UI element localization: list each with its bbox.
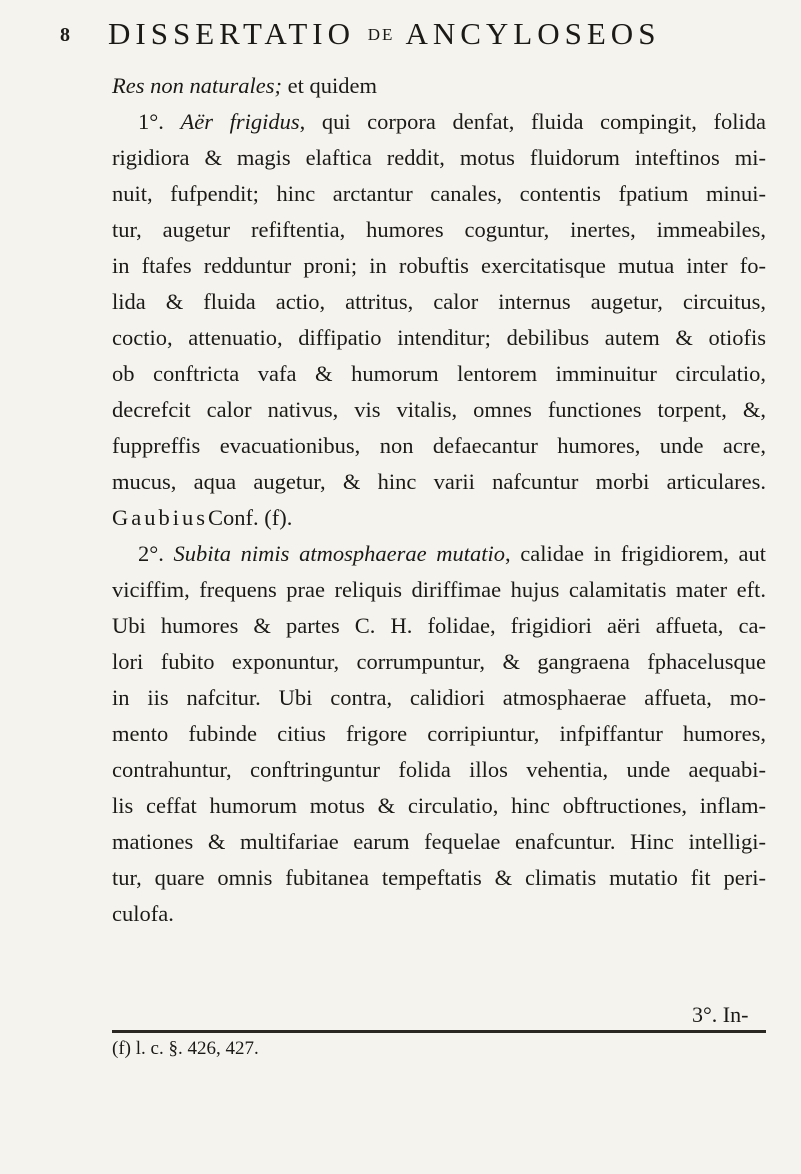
text-line: [112, 432, 766, 460]
text-line: [112, 468, 766, 496]
page-number: 8: [60, 24, 70, 46]
footnote-rule: [112, 1030, 766, 1033]
text-segment: contrahuntur, conftringuntur folida illos vehentia, unde aequabi-: [112, 757, 766, 782]
text-line: [112, 396, 766, 424]
text-line: [112, 828, 766, 856]
text-line: [112, 324, 766, 352]
text-segment: viciffim, frequens prae reliquis diriffimae hujus calamitatis mater eft.: [112, 577, 766, 602]
text-line: [112, 216, 766, 244]
text-line: [112, 180, 766, 208]
text-line: [112, 792, 766, 820]
text-segment: lori fubito exponuntur, corrumpuntur, & gangraena fphacelusque: [112, 649, 766, 674]
text-segment: 1°.: [138, 109, 181, 134]
text-segment: decrefcit calor nativus, vis vitalis, omnes functiones torpent, &,: [112, 397, 766, 422]
text-segment: ob conftricta vafa & humorum lentorem imminuitur circulatio,: [112, 361, 766, 386]
text-line: [112, 684, 766, 712]
text-segment: , qui corpora denfat, fluida compingit, folida: [299, 109, 766, 134]
text-segment: lida & fluida actio, attritus, calor internus augetur, circuitus,: [112, 289, 766, 314]
text-segment: lis ceffat humorum motus & circulatio, hinc obftructiones, inflam-: [112, 793, 766, 818]
text-segment: (f).: [264, 505, 293, 530]
text-segment: mucus, aqua augetur, & hinc varii nafcuntur morbi articulares.: [112, 469, 766, 494]
text-line: [112, 612, 766, 640]
text-segment: fuppreffis evacuationibus, non defaecantur humores, unde acre,: [112, 433, 766, 458]
text-line: [112, 288, 766, 316]
text-segment: Subita nimis atmosphaerae mutatio: [173, 541, 505, 566]
text-segment: Conf.: [208, 505, 265, 530]
text-line: [112, 360, 766, 388]
text-segment: nuit, fufpendit; hinc arctantur canales, contentis fpatium minui-: [112, 181, 766, 206]
text-segment: mento fubinde citius frigore corripiuntur, infpiffantur humores,: [112, 721, 766, 746]
text-segment: et quidem: [281, 73, 377, 98]
text-line: [138, 108, 766, 136]
text-line: [112, 756, 766, 784]
text-line: [112, 72, 766, 100]
text-segment: 2°.: [138, 541, 174, 566]
text-segment: , calidae in frigidiorem, aut: [504, 541, 766, 566]
text-segment: Aër frigidus: [180, 109, 300, 134]
title-part-2: ANCYLOSEOS: [405, 16, 661, 51]
text-segment: tur, augetur refiftentia, humores coguntur, inertes, immeabiles,: [112, 217, 766, 242]
text-segment: coctio, attenuatio, diffipatio intenditur; debilibus autem & otiofis: [112, 325, 766, 350]
text-segment: culofa.: [112, 901, 174, 926]
text-segment: Gaubius: [112, 505, 208, 530]
text-line: [112, 900, 766, 928]
text-segment: in iis nafcitur. Ubi contra, calidiori atmosphaerae affueta, mo-: [112, 685, 766, 710]
text-line: [112, 648, 766, 676]
text-segment: Res non naturales;: [112, 73, 282, 98]
text-segment: in ftafes redduntur proni; in robuftis exercitatisque mutua inter fo-: [112, 253, 766, 278]
footnote: (f) l. c. §. 426, 427.: [112, 1038, 259, 1059]
running-title: [108, 16, 660, 52]
text-line: [138, 540, 766, 568]
text-line: [112, 720, 766, 748]
text-line: [112, 864, 766, 892]
text-segment: rigidiora & magis elaftica reddit, motus fluidorum inteftinos mi-: [112, 145, 766, 170]
text-line: [112, 576, 766, 604]
text-line: [112, 144, 766, 172]
title-part-1: DISSERTATIO: [108, 16, 355, 51]
text-line: [112, 504, 766, 532]
title-small: DE: [367, 25, 395, 44]
text-segment: Ubi humores & partes C. H. folidae, frigidiori aëri affueta, ca-: [112, 613, 766, 638]
text-line: [112, 252, 766, 280]
text-segment: tur, quare omnis fubitanea tempeftatis & climatis mutatio fit peri-: [112, 865, 766, 890]
running-header: [60, 16, 780, 50]
catchword: 3°. In-: [692, 1002, 749, 1027]
text-segment: mationes & multifariae earum fequelae enafcuntur. Hinc intelligi-: [112, 829, 766, 854]
